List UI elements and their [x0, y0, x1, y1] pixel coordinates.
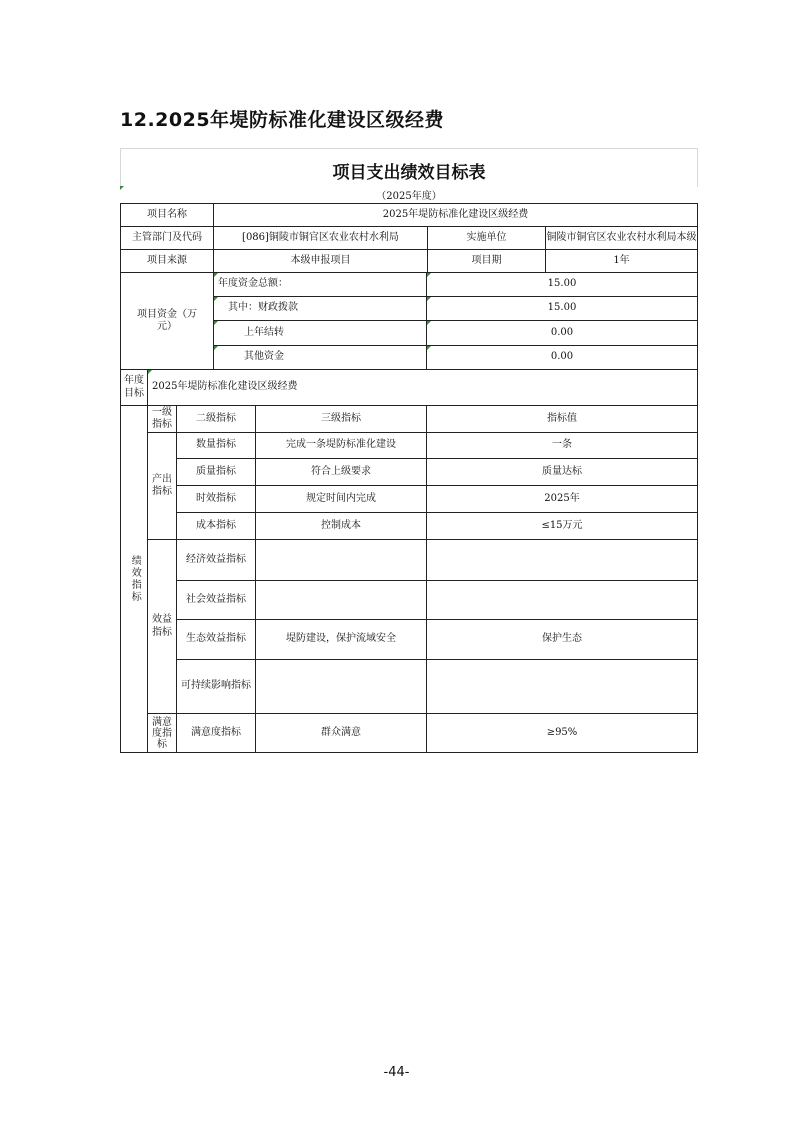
- project-name-value: 2025年堤防标准化建设区级经费: [213, 203, 698, 227]
- impl-value: 铜陵市铜官区农业农村水利局本级: [545, 226, 698, 250]
- funds-label: 项目资金（万元）: [120, 272, 214, 370]
- satisfaction-l3: 群众满意: [255, 713, 427, 753]
- funds-carryover-value: 0.00: [426, 320, 698, 346]
- goal-value: 2025年堤防标准化建设区级经费: [147, 369, 698, 406]
- satisfaction-value: ≥95%: [426, 713, 698, 753]
- output-quantity-l3: 完成一条堤防标准化建设: [255, 432, 427, 459]
- output-quality-l3: 符合上级要求: [255, 458, 427, 486]
- output-timeliness-l2: 时效指标: [176, 485, 256, 513]
- level1-header: 一级指标: [147, 405, 177, 433]
- output-indicators-label: 产出指标: [147, 432, 177, 540]
- funds-carryover-label: 上年结转: [213, 320, 427, 346]
- funds-total-label: 年度资金总额：: [213, 272, 427, 297]
- benefit-social-value: [426, 580, 698, 620]
- output-cost-l3: 控制成本: [255, 512, 427, 540]
- source-value: 本级申报项目: [213, 249, 428, 273]
- output-quantity-value: 一条: [426, 432, 698, 459]
- satisfaction-l2: 满意度指标: [176, 713, 256, 753]
- benefit-social-l2: 社会效益指标: [176, 580, 256, 620]
- table-year: （2025年度）: [376, 191, 442, 202]
- funds-fiscal-value: 15.00: [426, 296, 698, 321]
- dept-value: [086]铜陵市铜官区农业农村水利局: [213, 226, 428, 250]
- period-label: 项目期: [427, 249, 546, 273]
- benefit-ecological-l2: 生态效益指标: [176, 619, 256, 660]
- funds-other-label: 其他资金: [213, 345, 427, 370]
- benefit-sustainable-l3: [255, 659, 427, 714]
- output-cost-value: ≤15万元: [426, 512, 698, 540]
- funds-total-value: 15.00: [426, 272, 698, 297]
- table-title: 项目支出绩效目标表: [332, 163, 486, 183]
- page-number: -44-: [383, 1065, 410, 1080]
- funds-other-value: 0.00: [426, 345, 698, 370]
- period-value: 1年: [545, 249, 698, 273]
- satisfaction-indicators-label: 满意度指标: [147, 713, 177, 753]
- benefit-economic-value: [426, 539, 698, 581]
- project-name-label: 项目名称: [120, 203, 214, 227]
- benefit-social-l3: [255, 580, 427, 620]
- value-header: 指标值: [426, 405, 698, 433]
- benefit-economic-l3: [255, 539, 427, 581]
- output-quality-l2: 质量指标: [176, 458, 256, 486]
- performance-table: [120, 148, 698, 753]
- impl-label: 实施单位: [427, 226, 546, 250]
- benefit-indicators-label: 效益指标: [147, 539, 177, 714]
- output-cost-l2: 成本指标: [176, 512, 256, 540]
- goal-label: 年度目标: [120, 369, 148, 406]
- source-label: 项目来源: [120, 249, 214, 273]
- benefit-sustainable-value: [426, 659, 698, 714]
- benefit-sustainable-l2: 可持续影响指标: [176, 659, 256, 714]
- funds-fiscal-label: 其中：财政拨款: [213, 296, 427, 321]
- page-heading: 12.2025年堤防标准化建设区级经费: [120, 109, 445, 131]
- benefit-ecological-value: 保护生态: [426, 619, 698, 660]
- level3-header: 三级指标: [255, 405, 427, 433]
- output-quantity-l2: 数量指标: [176, 432, 256, 459]
- output-timeliness-value: 2025年: [426, 485, 698, 513]
- benefit-economic-l2: 经济效益指标: [176, 539, 256, 581]
- cell-marker: [120, 186, 124, 190]
- dept-label: 主管部门及代码: [120, 226, 214, 250]
- benefit-ecological-l3: 堤防建设，保护流域安全: [255, 619, 427, 660]
- perf-label: 绩效指标: [120, 405, 148, 753]
- output-quality-value: 质量达标: [426, 458, 698, 486]
- level2-header: 二级指标: [176, 405, 256, 433]
- output-timeliness-l3: 规定时间内完成: [255, 485, 427, 513]
